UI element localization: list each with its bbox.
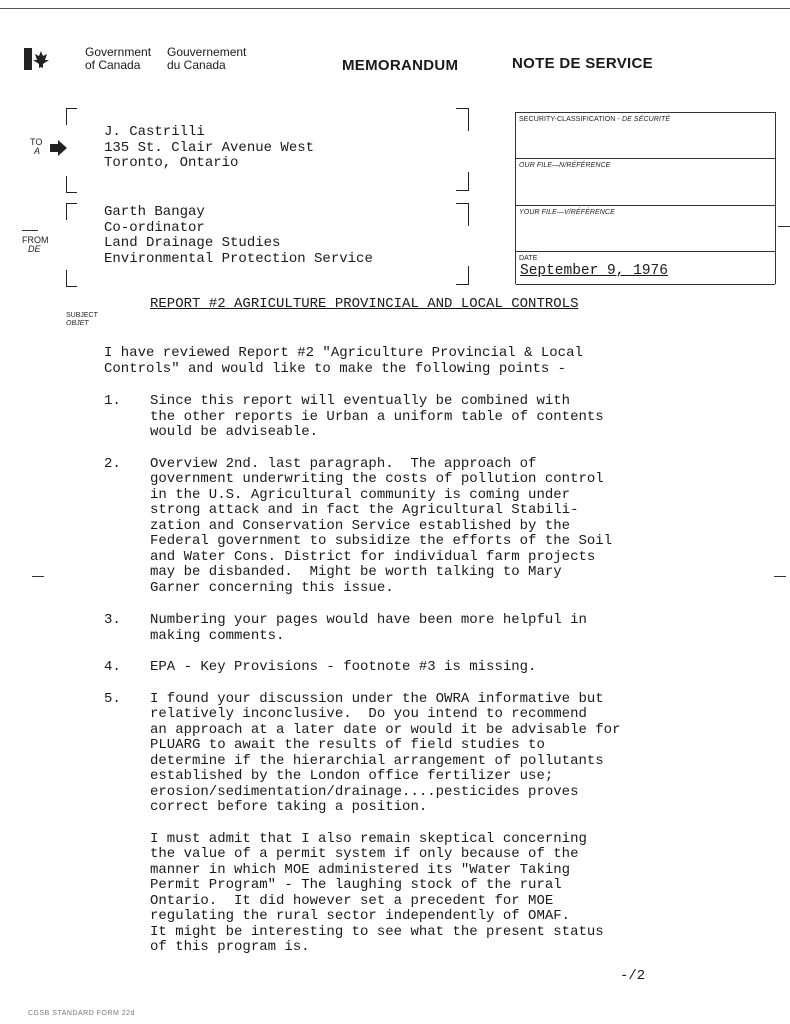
gov-en-line2: of Canada <box>85 58 141 72</box>
memo-title-fr: NOTE DE SERVICE <box>512 55 653 72</box>
to-address: J. Castrilli 135 St. Clair Avenue West Toronto, Ontario <box>104 124 315 171</box>
point-text: Overview 2nd. last paragraph. The approach of government underwriting the costs of pollution control in the U.S. Agricultural community is coming under strong attack and in fact the Agricultural Stabili- zation and Conservation Service established by the Federal government to subsidize the efforts of the Soil and Water Cons. District for individual farm projects may be disbanded. Might be worth talking to Mary Garner concerning this issue. <box>150 455 613 596</box>
to-bracket-top-right <box>456 108 469 131</box>
margin-mark-right-top <box>778 226 790 227</box>
memo-title-en: MEMORANDUM <box>342 57 459 74</box>
gov-fr-line1: Gouvernement <box>167 45 247 59</box>
date-label: DATE <box>519 255 538 262</box>
security-label-en: SECURITY-CLASSIFICATION - <box>519 116 622 123</box>
point-number: 1. <box>104 393 121 409</box>
form-footer: CGSB STANDARD FORM 22d <box>28 1010 135 1017</box>
your-file-label: YOUR FILE—V/RÉFÉRENCE <box>519 209 615 216</box>
gov-en-line1: Government <box>85 45 152 59</box>
to-label-en: TO <box>30 137 43 147</box>
canada-flag-icon <box>24 48 58 70</box>
point-4 <box>104 660 620 676</box>
from-label-fr: DE <box>28 244 41 254</box>
subject-label-fr: OBJET <box>66 320 89 327</box>
point-3 <box>104 613 620 644</box>
from-address: Garth Bangay Co-ordinator Land Drainage Studies Environmental Protection Service <box>104 204 373 267</box>
point-1 <box>104 394 620 441</box>
from-bracket-top-right <box>456 203 469 226</box>
our-file-field <box>516 158 775 204</box>
date-value: September 9, 1976 <box>520 263 668 279</box>
subject-line: REPORT #2 AGRICULTURE PROVINCIAL AND LOCAL CONTROLS <box>150 296 579 312</box>
security-classification-field <box>516 112 775 158</box>
point-text: I found your discussion under the OWRA informative but relatively inconclusive. Do you intend to recommend an approach at a later date or would it be advisable for PLUARG to await the results of field studies to determine if the hierarchial arrangement of pollutants established by the London office fertilizer use; erosion/sedimentation/drainage....pesticides proves correct before taking a position. <box>150 690 621 815</box>
from-bracket-bottom-right <box>456 266 469 285</box>
arrow-right-icon <box>48 139 68 157</box>
point-5 <box>104 692 620 816</box>
gov-fr-line2: du Canada <box>167 58 226 72</box>
point-number: 3. <box>104 612 121 628</box>
top-rule <box>0 8 790 9</box>
subject-label <box>66 312 98 328</box>
point-text: Since this report will eventually be combined with the other reports ie Urban a uniform table of contents would be adviseable. <box>150 393 604 440</box>
point-number: 5. <box>104 690 121 707</box>
from-bracket-top-left <box>66 203 77 220</box>
point-text: EPA - Key Provisions - footnote #3 is missing. <box>150 659 537 675</box>
page-continuation-marker: -/2 <box>620 968 646 984</box>
from-label-en: FROM <box>22 235 49 245</box>
intro-paragraph: I have reviewed Report #2 "Agriculture Provincial & Local Controls" and would like to make the following points - <box>104 345 583 377</box>
point-5-continuation <box>104 832 620 956</box>
from-bracket-bottom-left <box>66 270 77 287</box>
to-bracket-top-left <box>66 108 77 125</box>
point-number: 2. <box>104 455 121 472</box>
to-label-fr: A <box>34 146 41 156</box>
margin-mark-right <box>774 576 786 577</box>
your-file-field <box>516 205 775 252</box>
memo-body <box>104 346 620 956</box>
to-bracket-bottom-right <box>456 172 469 191</box>
date-field <box>516 251 775 285</box>
margin-mark-left <box>32 576 44 577</box>
government-wordmark <box>85 46 246 72</box>
to-label <box>30 138 42 156</box>
security-label-fr: DE SÉCURITÉ <box>621 116 671 123</box>
from-rule <box>22 230 38 231</box>
point-number: 4. <box>104 659 121 675</box>
reference-fields <box>515 112 776 284</box>
point-2 <box>104 457 620 597</box>
point-text: Numbering your pages would have been more helpful in making comments. <box>150 612 587 644</box>
subject-label-en: SUBJECT <box>66 312 98 319</box>
from-label <box>22 236 49 254</box>
continuation-text: I must admit that I also remain skeptical concerning the value of a permit system if only because of the manner in which MOE administered its "Water Taking Permit Program" - The laughing stock of the rural Ontario. It did however set a precedent for MOE regulating the rural sector independently of OMAF. It might be interesting to see what the present status of this program is. <box>150 830 604 955</box>
our-file-label: OUR FILE—N/RÉFÉRENCE <box>519 162 611 169</box>
to-bracket-bottom-left <box>66 176 77 193</box>
